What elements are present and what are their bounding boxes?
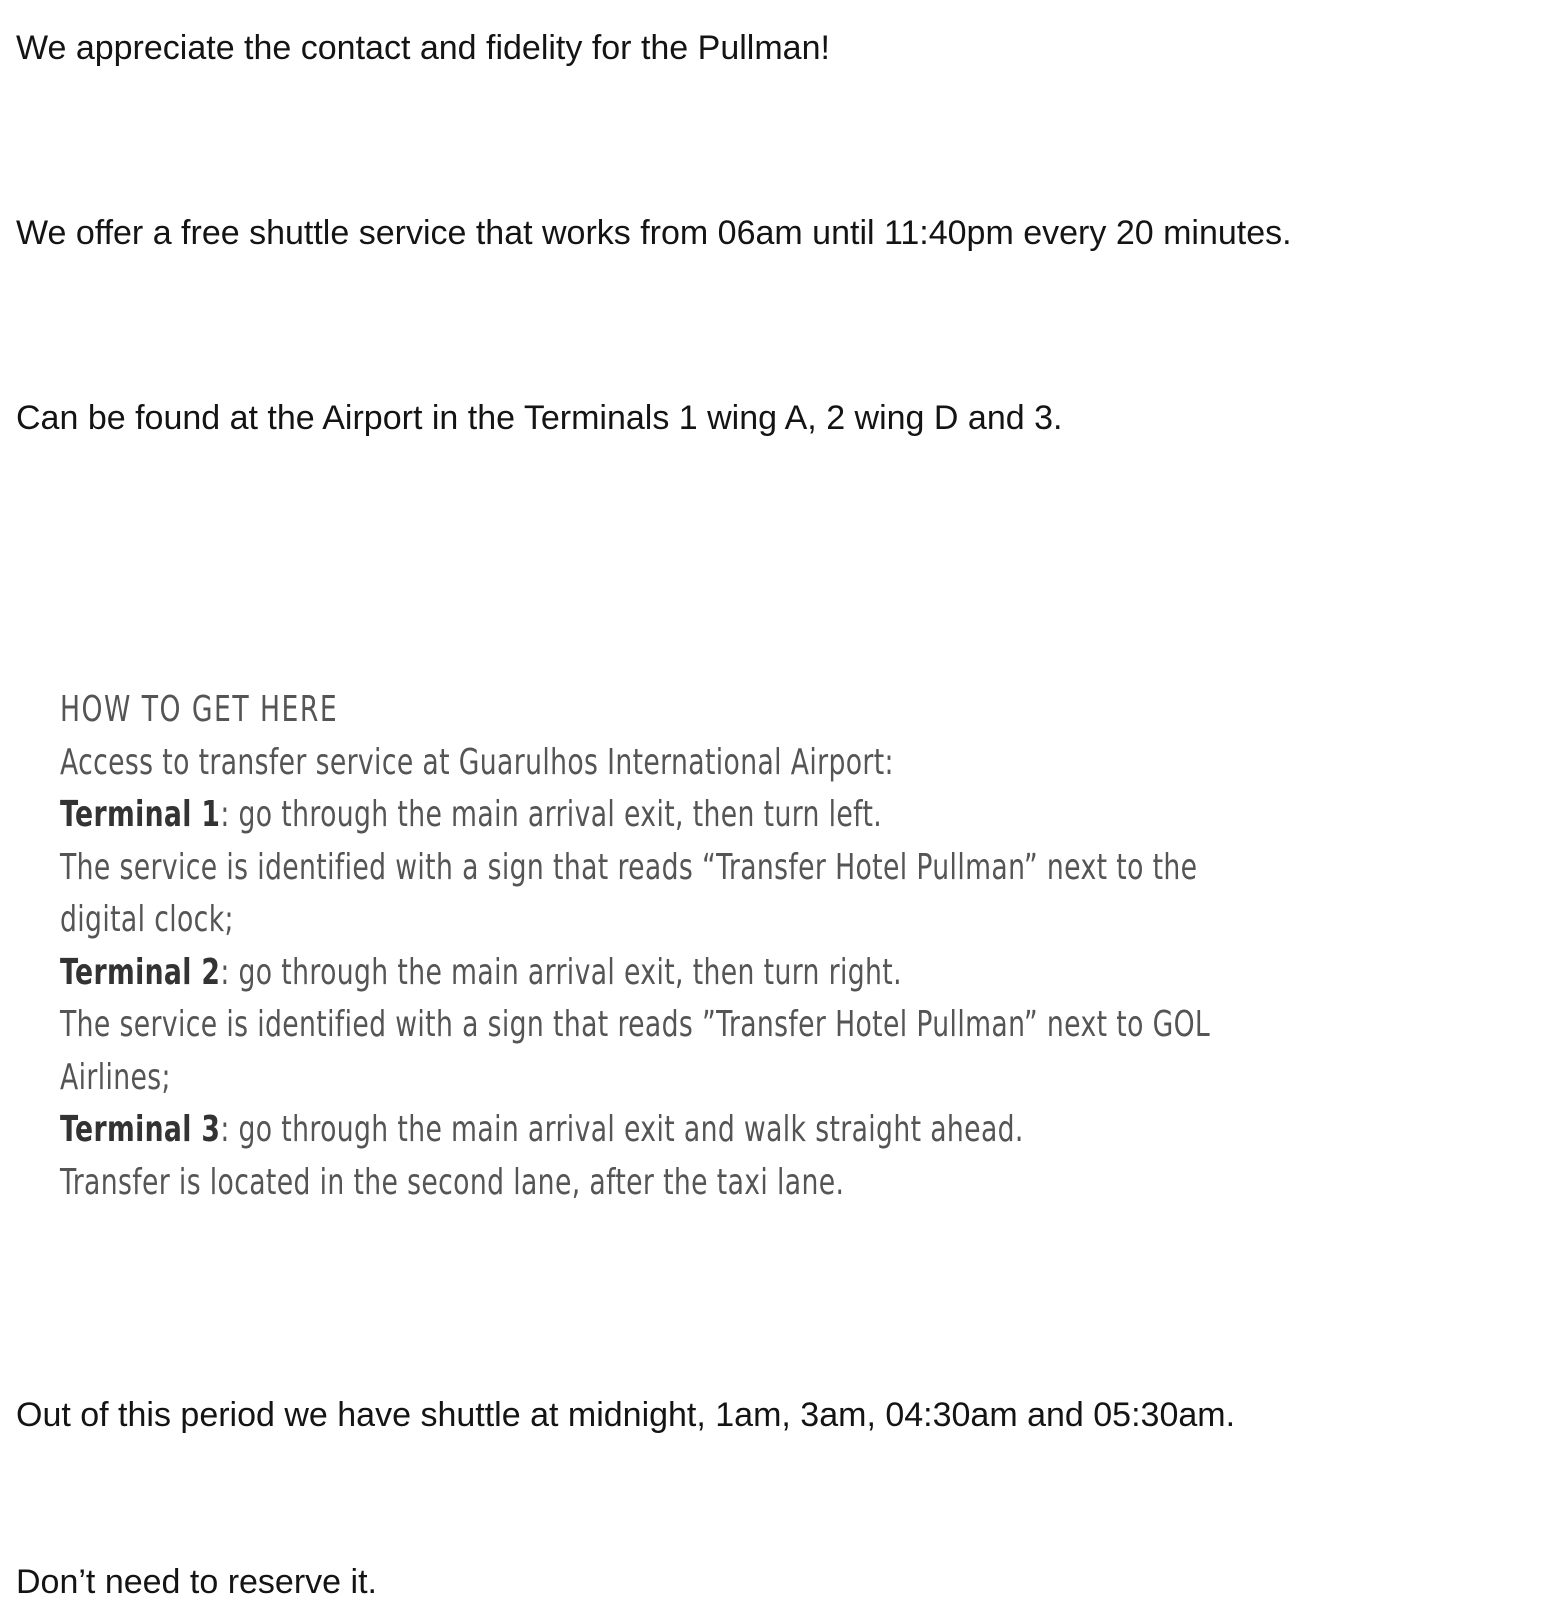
how-to-get-here-heading: HOW TO GET HERE [60,689,339,730]
how-to-get-here-section [60,684,1360,1209]
off-hours-shuttle-paragraph: Out of this period we have shuttle at midnight, 1am, 3am, 04:30am and 05:30am. [16,1396,1236,1434]
terminal-3-label: Terminal 3 [60,1109,221,1150]
terminal-3-note-line: Transfer is located in the second lane, after the taxi lane. [60,1161,845,1203]
terminal-2-note-line: The service is identified with a sign that reads ”Transfer Hotel Pullman” next to GOL [60,1004,1211,1045]
terminal-2-direction-text: : go through the main arrival exit, then turn right. [220,951,902,993]
terminal-1-note-line: digital clock; [60,899,234,940]
terminal-3-direction [60,1104,1022,1157]
terminal-3-direction-text: : go through the main arrival exit and walk straight ahead. [220,1109,1024,1150]
terminal-2-direction [60,947,1022,1000]
greeting-paragraph: We appreciate the contact and fidelity for the Pullman! [16,29,830,67]
transfer-intro: Access to transfer service at Guarulhos International Airport: [60,741,894,783]
shuttle-hours-paragraph: We offer a free shuttle service that works from 06am until 11:40pm every 20 minutes. [16,214,1292,252]
terminal-1-direction [60,789,1022,842]
terminal-1-direction-text: : go through the main arrival exit, then turn left. [220,794,883,835]
no-reservation-paragraph: Don’t need to reserve it. [16,1563,377,1601]
terminal-1-label: Terminal 1 [60,794,221,835]
terminal-1-note-line: The service is identified with a sign that reads “Transfer Hotel Pullman” next to the [60,846,1198,888]
terminal-2-note-line: Airlines; [60,1056,171,1098]
pickup-location-paragraph: Can be found at the Airport in the Terminals 1 wing A, 2 wing D and 3. [16,399,1063,437]
terminal-2-label: Terminal 2 [60,951,221,993]
